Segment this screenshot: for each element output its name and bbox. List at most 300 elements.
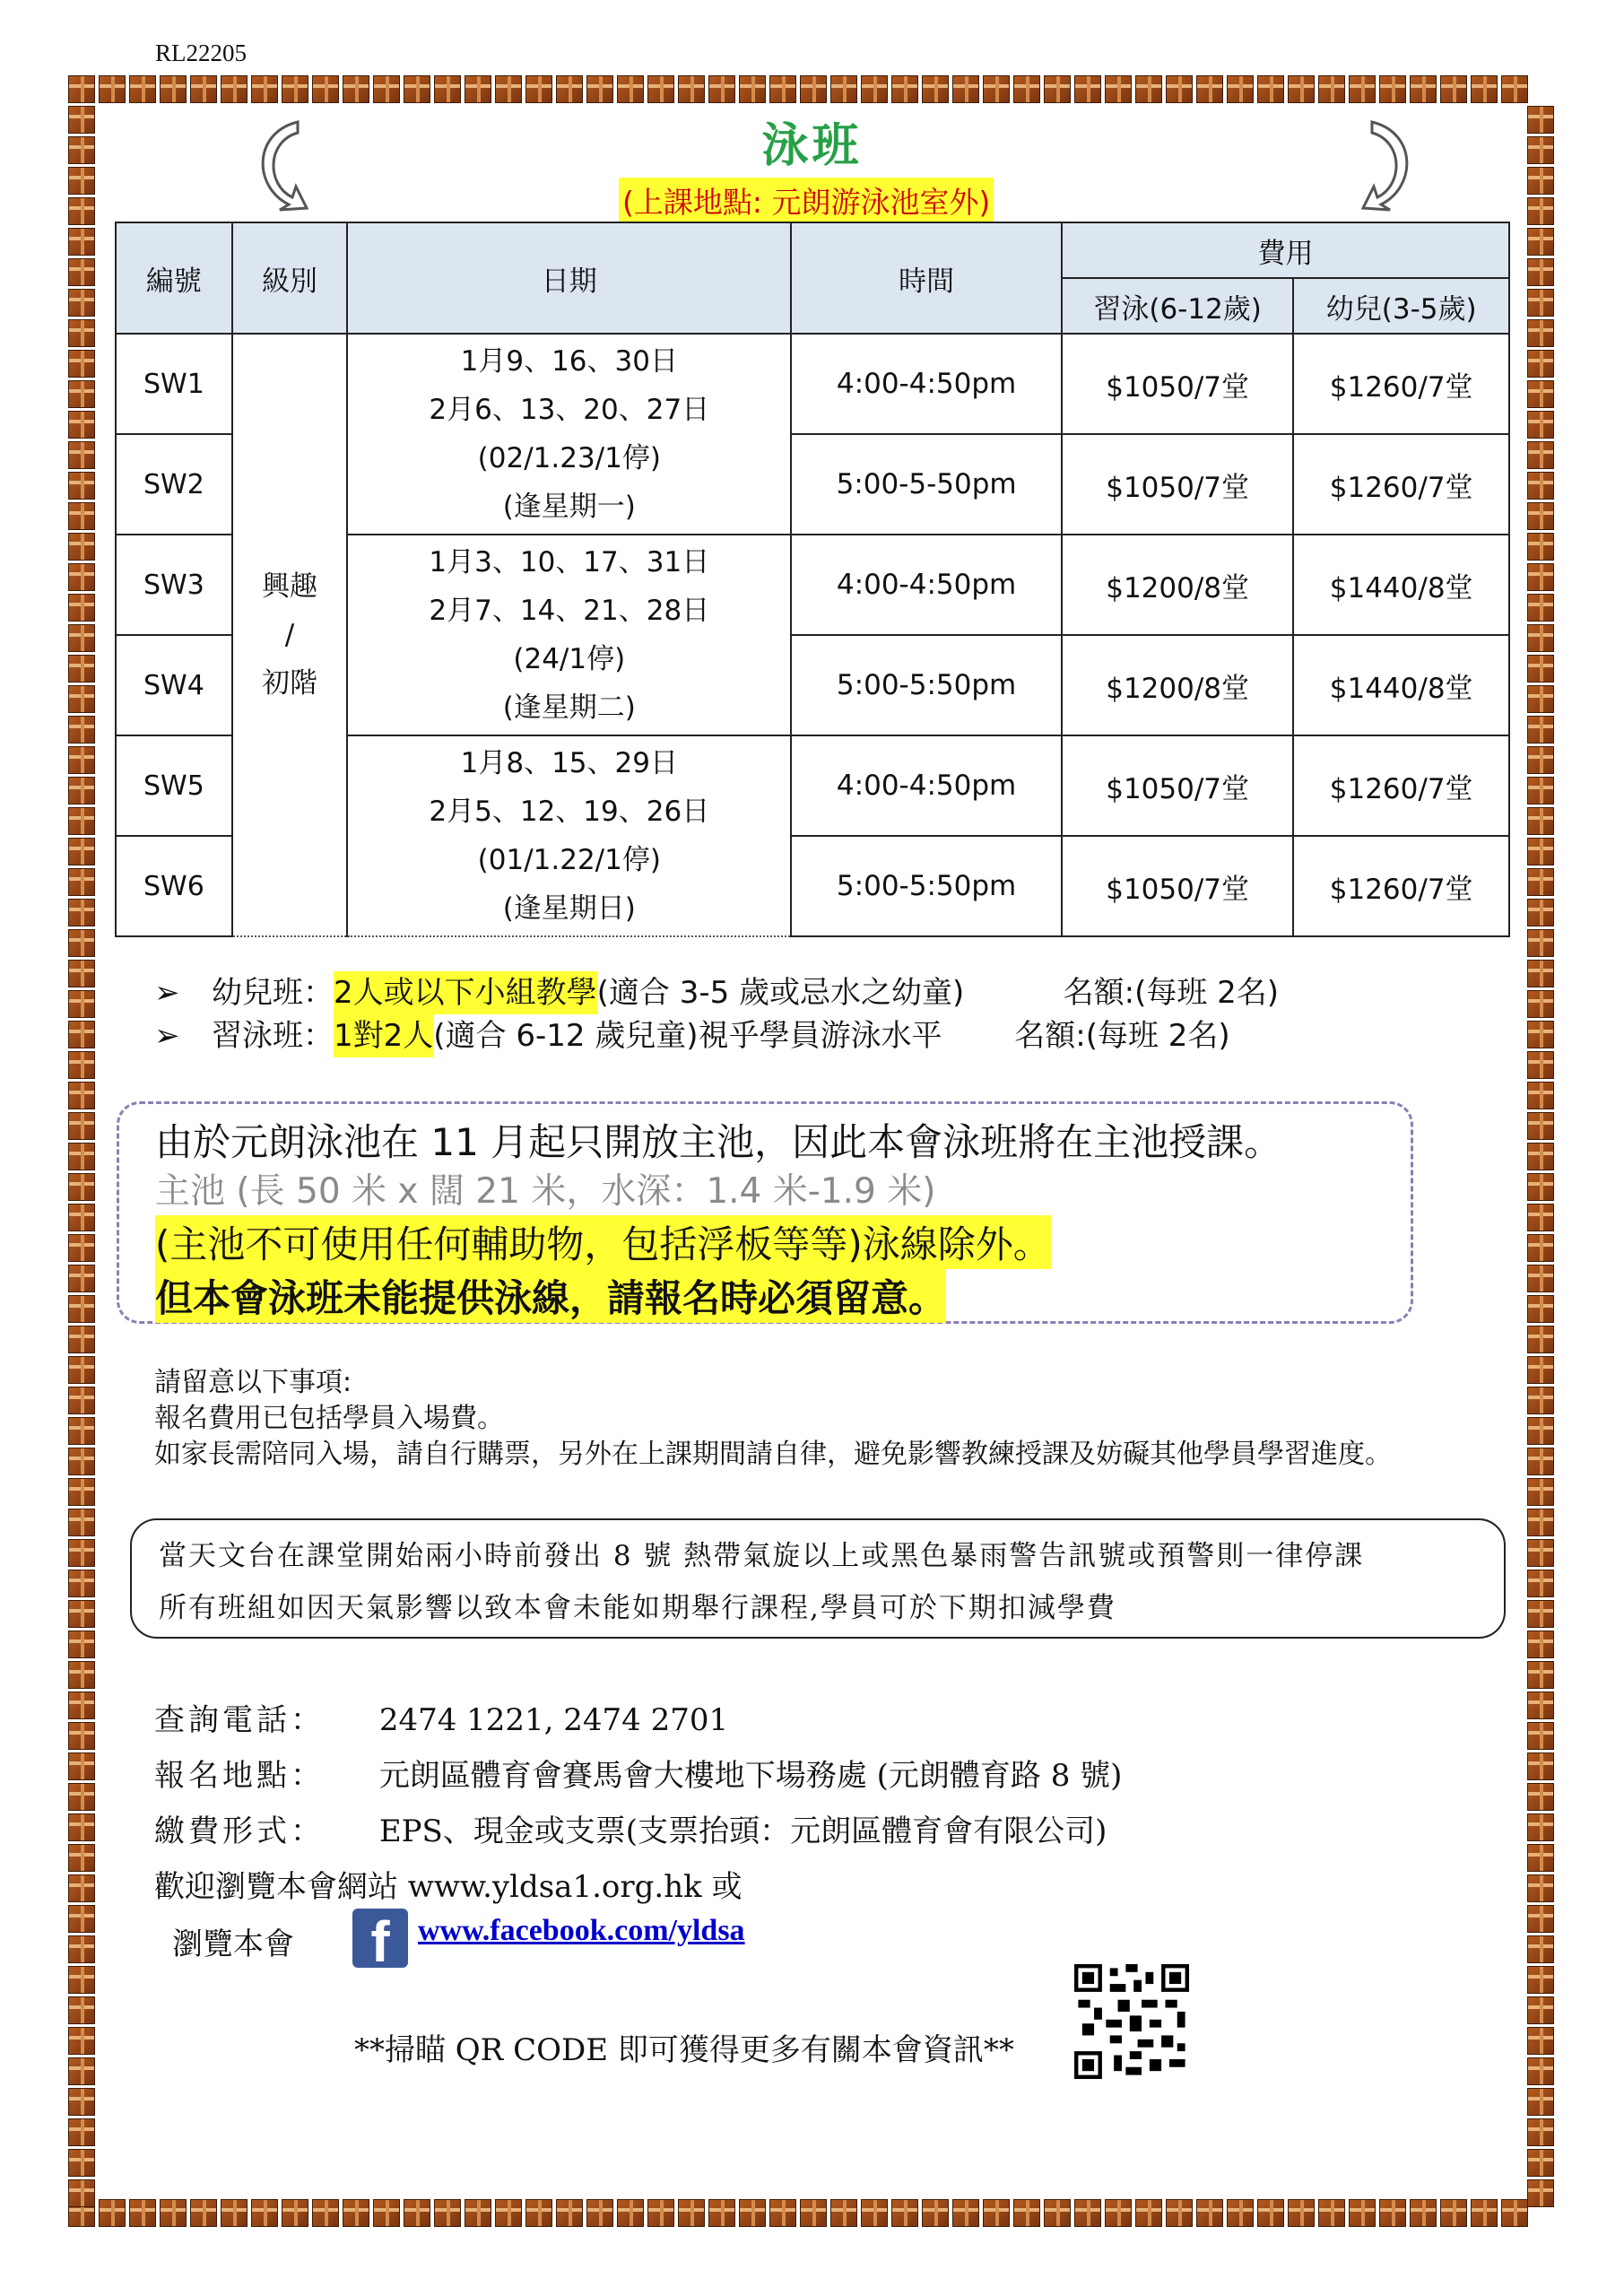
crate-tile <box>68 655 95 683</box>
crate-tile <box>434 75 461 103</box>
crate-tile <box>952 2199 979 2227</box>
crate-tile <box>1527 1387 1554 1414</box>
crate-tile <box>68 1234 95 1262</box>
class-code: SW1 <box>116 334 232 434</box>
crate-tile <box>68 563 95 591</box>
crate-tile <box>68 1356 95 1384</box>
crate-tile <box>1527 990 1554 1018</box>
crate-tile <box>922 2199 949 2227</box>
crate-tile <box>525 2199 552 2227</box>
crate-tile <box>1410 2199 1437 2227</box>
crate-tile <box>1135 75 1162 103</box>
crate-tile <box>68 441 95 469</box>
crate-tile <box>1527 1173 1554 1201</box>
facebook-link[interactable]: www.facebook.com/yldsa <box>418 1914 745 1947</box>
crate-tile <box>68 1844 95 1872</box>
date-line: (逢星期一) <box>502 491 636 523</box>
table-row <box>116 334 1509 434</box>
crate-tile <box>68 2118 95 2146</box>
crate-tile <box>617 75 644 103</box>
date-line: 2月7、14、21、28日 <box>429 595 710 627</box>
crate-tile <box>1527 1631 1554 1658</box>
crate-tile <box>1527 1905 1554 1933</box>
crate-tile <box>68 1295 95 1323</box>
crate-tile <box>556 2199 583 2227</box>
crate-tile <box>160 75 187 103</box>
phone-info <box>154 1695 728 1739</box>
date-cell <box>347 535 791 735</box>
crate-tile <box>617 2199 644 2227</box>
crate-tile <box>495 2199 522 2227</box>
crate-tile <box>1044 75 1071 103</box>
crate-tile <box>1440 2199 1467 2227</box>
header-level: 級別 <box>232 222 348 334</box>
level-line: / <box>284 619 295 651</box>
crate-tile <box>1527 594 1554 622</box>
crate-tile <box>586 2199 613 2227</box>
fee-swim-cell: $1050/7堂 <box>1062 735 1293 836</box>
crate-tile <box>1527 1844 1554 1872</box>
crate-tile <box>68 1265 95 1292</box>
crate-tile <box>68 2179 95 2207</box>
crate-tile <box>1527 1752 1554 1780</box>
crate-tile <box>1288 75 1315 103</box>
crate-tile <box>68 1082 95 1109</box>
crate-tile <box>1527 1996 1554 2024</box>
crate-tile <box>343 2199 369 2227</box>
crate-tile <box>708 2199 735 2227</box>
crate-tile <box>68 777 95 804</box>
crate-tile <box>739 75 766 103</box>
crate-tile <box>343 75 369 103</box>
crate-tile <box>525 75 552 103</box>
crate-tile <box>68 1417 95 1445</box>
time-cell: 4:00-4:50pm <box>791 535 1062 635</box>
crate-tile <box>1471 2199 1498 2227</box>
crate-tile <box>68 1448 95 1475</box>
crate-tile <box>68 2057 95 2085</box>
crate-tile <box>1527 777 1554 804</box>
class-code: SW5 <box>116 735 232 836</box>
crate-tile <box>647 75 674 103</box>
document-code: RL22205 <box>155 39 248 66</box>
crate-tile <box>68 1051 95 1079</box>
date-line: (02/1.23/1停) <box>477 442 661 474</box>
crate-tile <box>68 1813 95 1841</box>
crate-tile <box>68 1539 95 1567</box>
crate-tile <box>465 2199 491 2227</box>
crate-tile <box>1318 75 1345 103</box>
location-subtitle: (上課地點: 元朗游泳池室外) <box>619 178 994 223</box>
crate-tile <box>1527 1082 1554 1109</box>
crate-tile <box>190 2199 217 2227</box>
crate-tile <box>1527 197 1554 225</box>
crate-tile <box>68 1966 95 1994</box>
crate-tile <box>68 838 95 865</box>
header-fee: 費用 <box>1062 222 1509 278</box>
crate-tile <box>1471 75 1498 103</box>
remark-line: 請留意以下事項: <box>154 1367 352 1398</box>
crate-tile <box>160 2199 187 2227</box>
crate-tile <box>800 2199 827 2227</box>
crate-tile <box>1527 1692 1554 1719</box>
crate-tile <box>1196 2199 1223 2227</box>
notice-line: 但本會泳班未能提供泳線，請報名時必須留意。 <box>155 1269 946 1323</box>
notice-line: 由於元朗泳池在 11 月起只開放主池，因此本會泳班將在主池授課。 <box>155 1120 1282 1164</box>
crate-tile <box>68 1570 95 1597</box>
class-code: SW2 <box>116 434 232 535</box>
header-date: 日期 <box>347 222 791 334</box>
crate-tile <box>1527 2179 1554 2207</box>
address-label: 報名地點： <box>154 1758 325 1794</box>
weather-notice-box <box>130 1518 1506 1639</box>
fee-child-cell: $1260/7堂 <box>1293 334 1509 434</box>
bullet-item <box>154 1014 1279 1057</box>
crate-tile <box>1527 1570 1554 1597</box>
crate-tile <box>1527 1661 1554 1689</box>
crate-tile <box>68 1752 95 1780</box>
crate-tile <box>1527 1813 1554 1841</box>
fee-child-cell: $1440/8堂 <box>1293 535 1509 635</box>
crate-tile <box>983 2199 1010 2227</box>
crate-tile <box>769 75 796 103</box>
crate-tile <box>1527 411 1554 439</box>
crate-tile <box>1527 2027 1554 2055</box>
crate-tile <box>68 594 95 622</box>
bullet-marker-icon: ➢ <box>154 1018 180 1054</box>
crate-tile <box>1527 899 1554 926</box>
crate-tile <box>251 75 278 103</box>
time-cell: 4:00-4:50pm <box>791 334 1062 434</box>
crate-tile <box>312 75 339 103</box>
crate-tile <box>891 2199 918 2227</box>
crate-tile <box>68 1204 95 1231</box>
crate-tile <box>1527 1783 1554 1811</box>
crate-tile <box>68 1509 95 1536</box>
notice-line: 主池 (長 50 米 x 闊 21 米，水深：1.4 米-1.9 米) <box>155 1171 936 1212</box>
crate-tile <box>68 624 95 652</box>
time-cell: 4:00-4:50pm <box>791 735 1062 836</box>
crate-tile <box>1527 1265 1554 1292</box>
crate-tile <box>1074 2199 1101 2227</box>
crate-tile <box>861 2199 888 2227</box>
bullet-highlight: 2人或以下小組教學 <box>334 971 597 1014</box>
class-code: SW6 <box>116 836 232 936</box>
schedule-table <box>115 222 1510 937</box>
crate-tile <box>68 380 95 408</box>
crate-tile <box>678 75 705 103</box>
date-cell <box>347 334 791 535</box>
crate-tile <box>1527 350 1554 378</box>
crate-tile <box>1527 228 1554 256</box>
fee-child-cell: $1260/7堂 <box>1293 836 1509 936</box>
header-fee-swim: 習泳(6-12歲) <box>1062 278 1293 334</box>
date-line: 1月9、16、30日 <box>460 345 678 378</box>
bullet-item <box>154 971 1279 1014</box>
crate-tile <box>1527 2118 1554 2146</box>
crate-tile <box>708 75 735 103</box>
time-cell: 5:00-5-50pm <box>791 434 1062 535</box>
crate-tile <box>68 1478 95 1506</box>
date-line: (24/1停) <box>513 643 626 675</box>
crate-tile <box>68 2027 95 2055</box>
crate-tile <box>1257 2199 1284 2227</box>
pool-notice-box <box>117 1101 1413 1324</box>
crate-tile <box>68 1173 95 1201</box>
crate-tile <box>1135 2199 1162 2227</box>
date-line: (逢星期二) <box>502 691 636 724</box>
crate-tile <box>1527 1295 1554 1323</box>
crate-tile <box>1166 75 1193 103</box>
crate-tile <box>1527 380 1554 408</box>
facebook-label: 瀏覽本會 <box>172 1926 294 1962</box>
fee-swim-cell: $1050/7堂 <box>1062 836 1293 936</box>
crate-tile <box>68 1021 95 1048</box>
crate-tile <box>1527 1356 1554 1384</box>
header-time: 時間 <box>791 222 1062 334</box>
crate-tile <box>68 350 95 378</box>
crate-tile <box>465 75 491 103</box>
crate-tile <box>68 319 95 347</box>
crate-tile <box>1527 2088 1554 2116</box>
address-info <box>154 1751 1122 1795</box>
weather-line: 所有班組如因天氣影響以致本會未能如期舉行課程,學員可於下期扣減學費 <box>159 1592 1116 1624</box>
payment-value: EPS、現金或支票(支票抬頭：元朗區體育會有限公司) <box>378 1813 1107 1849</box>
crate-tile <box>68 807 95 835</box>
crate-tile <box>221 2199 248 2227</box>
crate-tile <box>1257 75 1284 103</box>
class-bullets <box>154 971 1279 1057</box>
crate-tile <box>830 75 857 103</box>
header-fee-child: 幼兒(3-5歲) <box>1293 278 1509 334</box>
crate-tile <box>1527 1204 1554 1231</box>
crate-tile <box>68 1783 95 1811</box>
weather-line: 當天文台在課堂開始兩小時前發出 8 號 熱帶氣旋以上或黑色暴雨警告訊號或預警則一律停課 <box>159 1540 1365 1572</box>
crate-tile <box>68 899 95 926</box>
crate-tile <box>68 1112 95 1140</box>
crate-tile <box>556 75 583 103</box>
date-line: (逢星期日) <box>502 892 636 925</box>
crate-tile <box>1527 441 1554 469</box>
crate-tile <box>1013 75 1040 103</box>
crate-tile <box>1527 563 1554 591</box>
crate-tile <box>68 228 95 256</box>
crate-tile <box>68 746 95 774</box>
crate-tile <box>68 868 95 896</box>
crate-tile <box>68 1935 95 1963</box>
crate-tile <box>282 2199 308 2227</box>
facebook-icon[interactable]: f <box>352 1909 408 1968</box>
crate-tile <box>129 2199 156 2227</box>
crate-tile <box>404 75 430 103</box>
level-cell <box>232 334 348 936</box>
crate-tile <box>1527 502 1554 530</box>
crate-tile <box>68 197 95 225</box>
bullet-prefix: 幼兒班： <box>212 975 334 1011</box>
crate-tile <box>1527 746 1554 774</box>
crate-tile <box>68 2149 95 2177</box>
crate-tile <box>251 2199 278 2227</box>
crate-tile <box>68 258 95 286</box>
crate-tile <box>373 75 400 103</box>
fee-child-cell: $1260/7堂 <box>1293 434 1509 535</box>
qr-caption: **掃瞄 QR CODE 即可獲得更多有關本會資訊** <box>354 2032 1014 2068</box>
crate-tile <box>830 2199 857 2227</box>
crate-tile <box>221 75 248 103</box>
crate-tile <box>68 1600 95 1628</box>
crate-tile <box>1227 2199 1254 2227</box>
crate-tile <box>495 75 522 103</box>
crate-tile <box>68 1143 95 1170</box>
header-code: 編號 <box>116 222 232 334</box>
time-cell: 5:00-5:50pm <box>791 635 1062 735</box>
crate-tile <box>1527 1326 1554 1353</box>
crate-tile <box>1527 1021 1554 1048</box>
crate-tile <box>68 960 95 987</box>
crate-tile <box>1527 1143 1554 1170</box>
phone-label: 查詢電話： <box>154 1702 325 1738</box>
crate-tile <box>1527 1112 1554 1140</box>
crate-tile <box>1013 2199 1040 2227</box>
crate-tile <box>1527 258 1554 286</box>
crate-tile <box>68 411 95 439</box>
bullet-quota: 名額:(每班 2名) <box>1063 975 1280 1011</box>
crate-tile <box>647 2199 674 2227</box>
payment-label: 繳費形式： <box>154 1813 325 1849</box>
crate-tile <box>1527 1874 1554 1902</box>
crate-tile <box>1527 2057 1554 2085</box>
crate-tile <box>678 2199 705 2227</box>
fee-swim-cell: $1200/8堂 <box>1062 535 1293 635</box>
bullet-text: (適合 6-12 歲兒童)視乎學員游泳水平 <box>433 1018 942 1054</box>
crate-tile <box>1410 75 1437 103</box>
crate-tile <box>1527 960 1554 987</box>
crate-tile <box>68 1874 95 1902</box>
crate-tile <box>1527 1417 1554 1445</box>
crate-tile <box>1349 2199 1376 2227</box>
date-line: 1月3、10、17、31日 <box>429 546 710 578</box>
crate-tile <box>68 472 95 500</box>
crate-tile <box>1527 716 1554 744</box>
crate-tile <box>373 2199 400 2227</box>
crate-tile <box>68 75 95 103</box>
date-line: (01/1.22/1停) <box>477 844 661 876</box>
phone-value: 2474 1221, 2474 2701 <box>378 1702 729 1738</box>
crate-tile <box>68 1692 95 1719</box>
crate-tile <box>68 1387 95 1414</box>
crate-tile <box>1527 1935 1554 1963</box>
address-value: 元朗區體育會賽馬會大樓地下場務處 (元朗體育路 8 號) <box>378 1758 1123 1794</box>
crate-tile <box>1527 807 1554 835</box>
crate-tile <box>922 75 949 103</box>
crate-tile <box>68 716 95 744</box>
crate-tile <box>1527 289 1554 317</box>
class-code: SW3 <box>116 535 232 635</box>
bullet-text: (適合 3-5 歲或忌水之幼童) <box>596 975 965 1011</box>
crate-tile <box>68 1722 95 1750</box>
crate-tile <box>68 502 95 530</box>
crate-tile <box>1527 2149 1554 2177</box>
crate-tile <box>1379 2199 1406 2227</box>
time-cell: 5:00-5:50pm <box>791 836 1062 936</box>
crate-tile <box>99 75 126 103</box>
level-line: 初階 <box>262 667 317 700</box>
crate-tile <box>1074 75 1101 103</box>
crate-tile <box>1527 624 1554 652</box>
crate-tile <box>68 990 95 1018</box>
fee-swim-cell: $1050/7堂 <box>1062 434 1293 535</box>
crate-tile <box>1105 2199 1132 2227</box>
level-line: 興趣 <box>262 570 317 603</box>
bullet-prefix: 習泳班： <box>212 1018 334 1054</box>
crate-tile <box>68 1661 95 1689</box>
crate-tile <box>1527 868 1554 896</box>
crate-tile <box>1527 1509 1554 1536</box>
crate-tile <box>1288 2199 1315 2227</box>
crate-tile <box>99 2199 126 2227</box>
crate-tile <box>1440 75 1467 103</box>
fee-child-cell: $1440/8堂 <box>1293 635 1509 735</box>
crate-tile <box>1527 929 1554 957</box>
page-title: 泳班 <box>761 118 863 173</box>
crate-tile <box>1527 838 1554 865</box>
crate-tile <box>68 289 95 317</box>
crate-tile <box>1227 75 1254 103</box>
crate-tile <box>586 75 613 103</box>
crate-tile <box>1527 1234 1554 1262</box>
crate-tile <box>68 1996 95 2024</box>
crate-tile <box>68 1631 95 1658</box>
crate-tile <box>1527 472 1554 500</box>
crate-tile <box>952 75 979 103</box>
notice-line: (主池不可使用任何輔助物，包括浮板等等)泳線除外。 <box>155 1215 1051 1269</box>
crate-tile <box>1196 75 1223 103</box>
crate-tile <box>769 2199 796 2227</box>
crate-tile <box>68 685 95 713</box>
crate-tile <box>190 75 217 103</box>
qr-code <box>1074 1964 1189 2079</box>
crate-tile <box>68 2088 95 2116</box>
crate-tile <box>800 75 827 103</box>
date-cell <box>347 735 791 936</box>
date-line: 1月8、15、29日 <box>460 747 678 779</box>
crate-tile <box>739 2199 766 2227</box>
fee-child-cell: $1260/7堂 <box>1293 735 1509 836</box>
crate-tile <box>1527 1966 1554 1994</box>
crate-tile <box>1527 655 1554 683</box>
crate-tile <box>404 2199 430 2227</box>
class-code: SW4 <box>116 635 232 735</box>
crate-tile <box>1501 75 1528 103</box>
crate-tile <box>1527 1051 1554 1079</box>
crate-tile <box>129 75 156 103</box>
remark-line: 如家長需陪同入場，請自行購票，另外在上課期間請自律，避免影響教練授課及妨礙其他學員學習進度。 <box>154 1439 1392 1470</box>
date-line: 2月5、12、19、26日 <box>429 796 710 828</box>
crate-tile <box>983 75 1010 103</box>
remarks <box>154 1365 1392 1473</box>
crate-tile <box>68 1326 95 1353</box>
fee-swim-cell: $1200/8堂 <box>1062 635 1293 735</box>
crate-tile <box>1527 533 1554 561</box>
crate-tile <box>891 75 918 103</box>
crate-tile <box>1379 75 1406 103</box>
bullet-marker-icon: ➢ <box>154 975 180 1011</box>
crate-tile <box>68 533 95 561</box>
bullet-highlight: 1對2人 <box>334 1014 433 1057</box>
crate-tile <box>68 1905 95 1933</box>
crate-tile <box>1349 75 1376 103</box>
crate-tile <box>1527 319 1554 347</box>
